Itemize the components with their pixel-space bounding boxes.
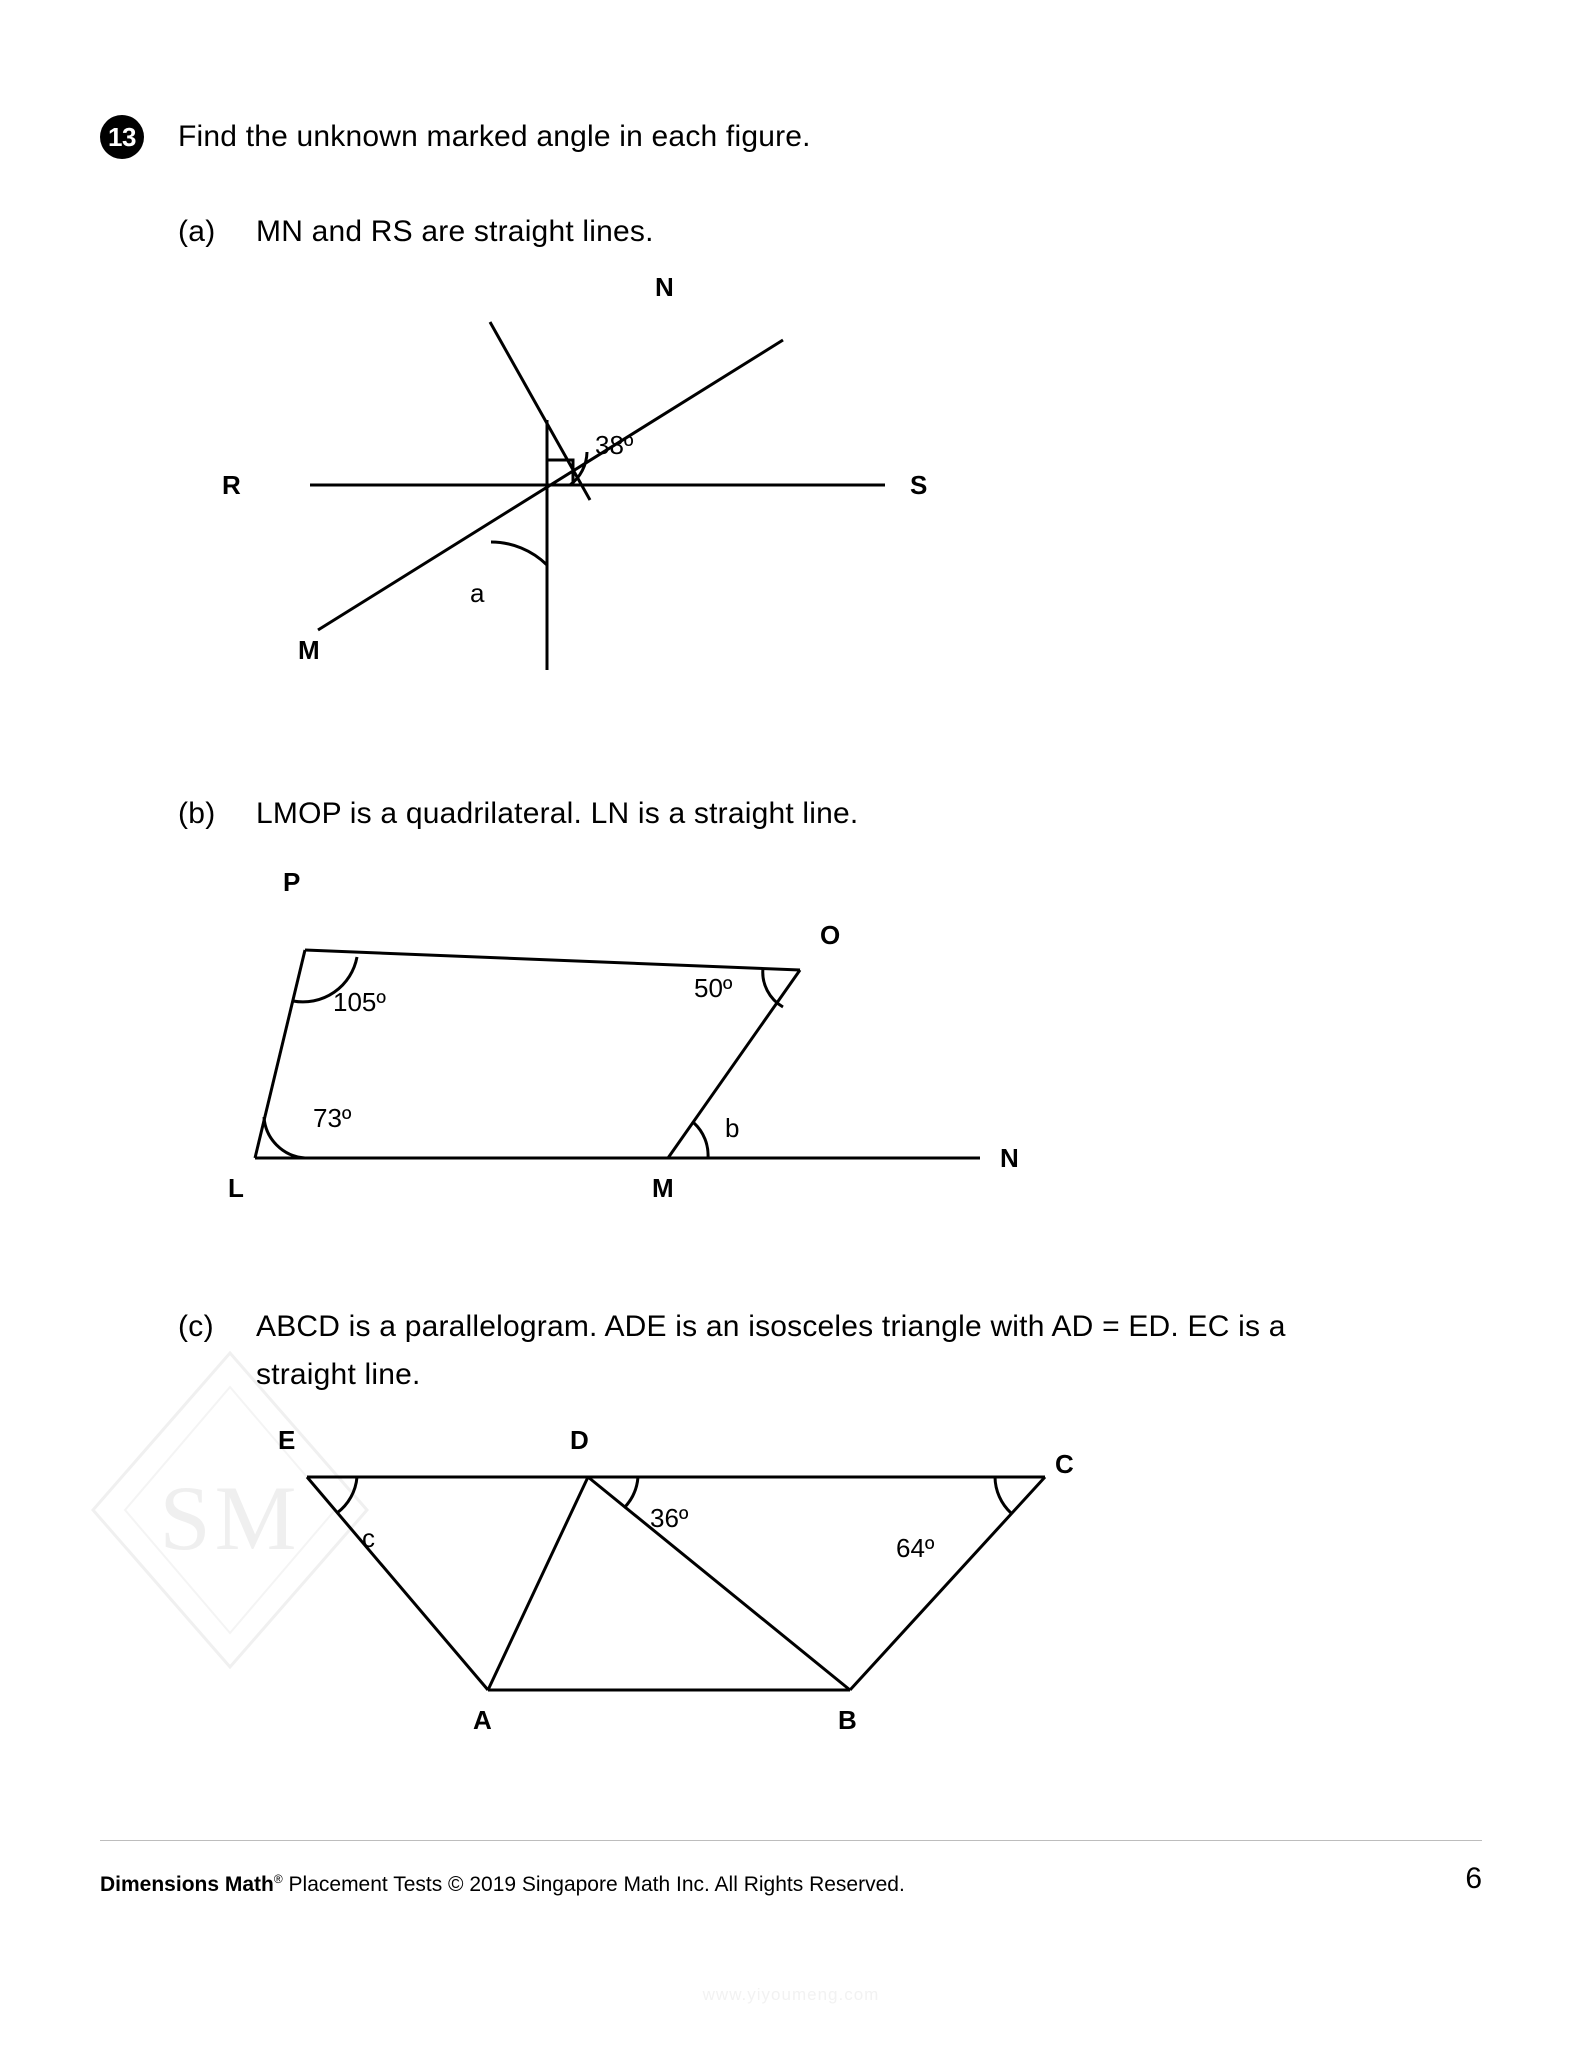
question-number-badge: 13 xyxy=(100,115,144,159)
part-c-text: ABCD is a parallelogram. ADE is an isosceles triangle with AD = ED. EC is a xyxy=(256,1310,1286,1343)
figure-c-point-D: D xyxy=(570,1425,589,1455)
footer-divider xyxy=(100,1840,1482,1841)
figure-b-point-N: N xyxy=(1000,1143,1019,1173)
figure-c xyxy=(250,1425,1100,1735)
footer-brand-superscript: ® xyxy=(273,1872,283,1886)
figure-a xyxy=(222,272,970,710)
part-c-label: (c) xyxy=(178,1310,214,1343)
footer-brand: Dimensions Math xyxy=(100,1873,274,1896)
watermark-monogram: SM xyxy=(159,1467,301,1569)
footer-rest: Placement Tests © 2019 Singapore Math Inc. All Rights Reserved. xyxy=(282,1873,905,1896)
footer-credit xyxy=(100,1872,905,1897)
figure-b-point-L: L xyxy=(228,1173,244,1203)
watermark-url: www.yiyoumeng.com xyxy=(702,1985,880,2004)
figure-b-point-P: P xyxy=(283,867,301,897)
figure-b-unknown-b: b xyxy=(725,1113,740,1143)
question-prompt: Find the unknown marked angle in each figure. xyxy=(178,120,811,153)
figure-b-angle-73: 73º xyxy=(313,1103,352,1133)
figure-c-angle-36: 36º xyxy=(650,1503,689,1533)
figure-c-point-C: C xyxy=(1055,1449,1074,1479)
figure-c-point-B: B xyxy=(838,1705,857,1735)
part-b-text: LMOP is a quadrilateral. LN is a straight line. xyxy=(256,797,859,830)
figure-a-point-N: N xyxy=(655,272,674,302)
figure-b-angle-105: 105º xyxy=(333,987,386,1017)
figure-a-point-R: R xyxy=(222,470,241,500)
figure-c-angle-64: 64º xyxy=(896,1533,935,1563)
page-number: 6 xyxy=(1465,1862,1482,1895)
figure-b xyxy=(200,867,1100,1203)
figure-a-angle-38: 38º xyxy=(595,430,634,460)
figure-b-point-O: O xyxy=(820,920,841,950)
figure-a-point-S: S xyxy=(910,470,928,500)
figure-a-unknown-a: a xyxy=(470,578,485,608)
figure-b-point-M: M xyxy=(652,1173,674,1203)
part-c-text-line2: straight line. xyxy=(256,1358,421,1391)
figure-c-unknown-c: c xyxy=(362,1523,375,1553)
figure-b-angle-50: 50º xyxy=(694,973,733,1003)
part-b-label: (b) xyxy=(178,797,216,830)
part-a-text: MN and RS are straight lines. xyxy=(256,215,654,248)
figure-c-point-A: A xyxy=(473,1705,492,1735)
part-a-label: (a) xyxy=(178,215,216,248)
figure-a-point-M: M xyxy=(298,635,320,665)
figure-c-point-E: E xyxy=(278,1425,296,1455)
